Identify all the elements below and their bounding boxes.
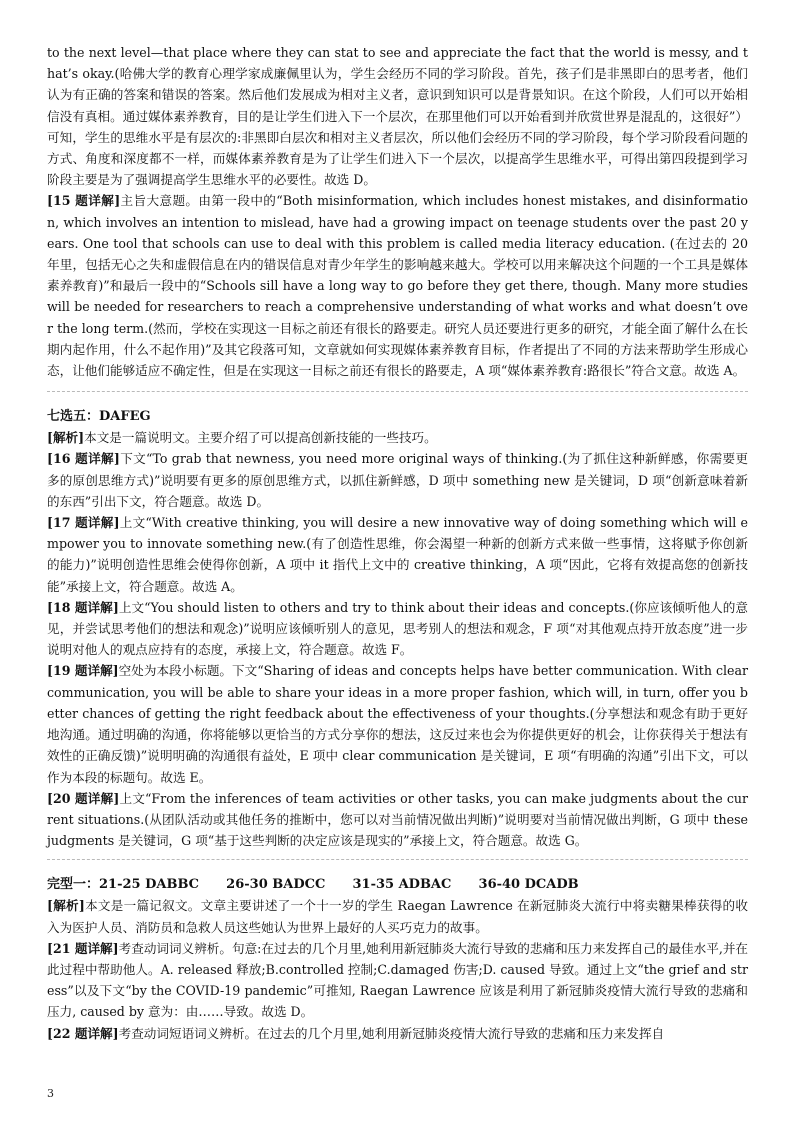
q19-tag: [19 题详解] — [47, 663, 119, 679]
page-number: 3 — [47, 1087, 54, 1100]
q21-explanation — [47, 938, 748, 1023]
analysis-2-text: 本文是一篇记叙文。文章主要讲述了一个十一岁的学生 Raegan Lawrence 在新冠肺炎大流行中将卖糖果棒获得的收入为医护人员、消防员和急救人员这些她认为世界上最好的人买巧克力的故事。 — [47, 898, 748, 935]
q15-text: 主旨大意题。由第一段中的“Both misinformation, which includes honest mistakes, and disinformation, which involves an intention to mislead, have had a growing impact on teenage students over the past 20 years. One tool that schools can use to deal with this problem is called media literacy education. (在过去的 20 年里，包括无心之失和虚假信息在内的错误信息对青少年学生的影响越来越大。学校可以用来解决这个问题的一个工具是媒体素养教育)”和最后一段中的“Schools sill have a long way to go before they get there, though. Many more studies will be needed for researchers to reach a comprehensive understanding of what works and what doesn’t over the long term.(然而，学校在实现这一目标之前还有很长的路要走。研究人员还要进行更多的研究，才能全面了解什么在长期内起作用，什么不起作用)”及其它段落可知，文章就如何实现媒体素养教育目标，作者提出了不同的方法来帮助学生形成心态，让他们能够适应不确定性，但是在实现这一目标之前还有很长的路要走，A 项“媒体素养教育:路很长”符合文意。故选 A。 — [47, 193, 748, 379]
section-divider — [47, 391, 748, 392]
section-divider-2 — [47, 859, 748, 860]
q21-text: 考查动词词义辨析。句意:在过去的几个月里,她利用新冠肺炎大流行导致的悲痛和压力来发挥自己的最佳水平,并在此过程中帮助他人。A. released 释放;B.controlled 控制;C.damaged 伤害;D. caused 导致。通过上文“the grief and stress”以及下文“by the COVID-19 pandemic”可推知, Raegan Lawrence 应该是利用了新冠肺炎疫情大流行导致的悲痛和压力, caused by 意为：由……导致。故选 D。 — [47, 940, 749, 1020]
q18-tag: [18 题详解] — [47, 599, 119, 615]
q22-tag: [22 题详解] — [47, 1025, 119, 1041]
analysis-1 — [47, 427, 748, 448]
seven-choose-five-heading: 七选五：DAFEG — [47, 409, 151, 425]
cloze-heading: 完型一：21-25 DABBC 26-30 BADCC 31-35 ADBAC 36-40 DCADB — [47, 877, 579, 893]
analysis-2 — [47, 895, 748, 937]
q19-text: 空处为本段小标题。下文“Sharing of ideas and concepts helps have better communication. With clear communication, you will be able to share your ideas in a more proper fashion, which will, in turn, offer you better chances of getting the right feedback about the effectiveness of your thoughts.(分享想法和观念有助于更好地沟通。通过明确的沟通，你将能够以更恰当的方式分享你的想法，这反过来也会为你提供更好的机会，让你获得关于想法有效性的正确反馈)”说明明确的沟通很有益处，E 项中 clear communication 是关键词，E 项“有明确的沟通”引出下文，可以作为本段的标题句。故选 E。 — [47, 663, 749, 785]
q16-explanation — [47, 448, 748, 512]
analysis-1-tag: [解析] — [47, 430, 85, 446]
q20-text: 上文“From the inferences of team activities or other tasks, you can make judgments about the current situations.(从团队活动或其他任务的推断中，您可以对当前情况做出判断)”说明要对当前情况做出判断，G 项中 these judgments 是关键词，G 项“基于这些判断的决定应该是现实的”承接上文，符合题意。故选 G。 — [47, 790, 749, 849]
q16-text: 下文“To grab that newness, you need more original ways of thinking.(为了抓住这种新鲜感，你需要更多的原创思维方式)”说明要有更多的原创思维方式，以抓住新鲜感，D 项中 something new 是关键词，D 项“创新意味着新的东西”引出下文，符合题意。故选 D。 — [47, 451, 749, 509]
q17-text: 上文“With creative thinking, you will desire a new innovative way of doing something which will empower you to innovate something new.(有了创造性思维，你会渴望一种新的创新方式来做一些事情，这将赋予你创新的能力)”说明创造性思维会使得你创新，A 项中 it 指代上文中的 creative thinking，A 项“因此，它将有效提高您的创新技能”承接上文，符合题意。故选 A。 — [47, 515, 748, 594]
analysis-1-text: 本文是一篇说明文。主要介绍了可以提高创新技能的一些技巧。 — [84, 430, 437, 446]
intro-paragraph: to the next level—that place where they can stat to see and appreciate the fact that the world is messy, and that’s okay.(哈佛大学的教育心理学家成廉佩里认为，学生会经历不同的学习阶段。首先，孩子们是非黑即白的思考者，他们认为有正确的答案和错误的答案。然后他们发展成为相对主义者，意识到知识可以是背景知识。在这个阶段，人们可以开始相信没有真相。通过媒体素养教育，目的是让学生们进入下一个层次，在那里他们可以开始看到并欣赏世界是混乱的，这很好”）可知，学生的思维水平是有层次的:非黑即白层次和相对主义者层次，所以他们会经历不同的学习阶段，每个学习阶段看问题的方式、角度和深度都不一样，而媒体素养教育是为了让学生们进入下一个层次，以提高学生思维水平，可得出第四段提到学习阶段主要是为了强调提高学生思维水平的必要性。故选 D。 — [47, 45, 748, 188]
q19-explanation — [47, 660, 748, 787]
q17-explanation — [47, 512, 748, 597]
q15-tag: [15 题详解] — [47, 193, 121, 209]
q20-explanation — [47, 788, 748, 852]
analysis-2-tag: [解析] — [47, 898, 85, 914]
q20-tag: [20 题详解] — [47, 790, 120, 806]
q18-explanation — [47, 597, 748, 661]
q21-tag: [21 题详解] — [47, 940, 119, 956]
q18-text: 上文“You should listen to others and try to think about their ideas and concepts.(你应该倾听他人的意见，并尝试思考他们的想法和观念)”说明应该倾听别人的意见，思考别人的想法和观念，F 项“对其他观点持开放态度”进一步说明对他人的观点应持有的态度，承接上文，符合题意。故选 F。 — [47, 599, 748, 658]
q22-text: 考查动词短语词义辨析。在过去的几个月里,她利用新冠肺炎疫情大流行导致的悲痛和压力来发挥自 — [118, 1025, 665, 1041]
q22-explanation — [47, 1023, 748, 1044]
q17-tag: [17 题详解] — [47, 515, 120, 531]
q16-tag: [16 题详解] — [47, 451, 120, 467]
q15-explanation — [47, 190, 748, 381]
